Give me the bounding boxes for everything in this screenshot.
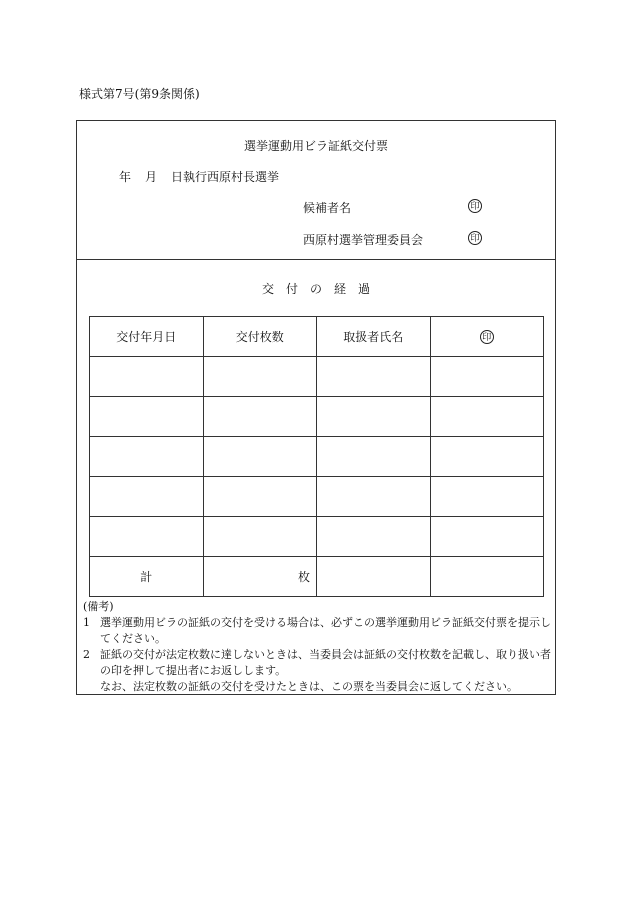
notes-closing: なお、法定枚数の証紙の交付を受けたときは、この票を当委員会に返してください。 <box>100 680 518 693</box>
note-item <box>83 615 553 647</box>
table-cell <box>317 517 431 557</box>
col-issue-date: 交付年月日 <box>90 317 204 357</box>
table-cell <box>430 477 544 517</box>
seal-icon: 印 <box>468 231 482 245</box>
total-sheets-unit: 枚 <box>203 557 317 597</box>
election-month: 月 <box>145 170 158 184</box>
col-seal <box>430 317 544 357</box>
table-cell <box>203 477 317 517</box>
ticket-title: 選挙運動用ビラ証紙交付票 <box>243 139 388 153</box>
table-cell <box>90 397 204 437</box>
table-cell <box>317 397 431 437</box>
table-cell <box>430 517 544 557</box>
table-cell <box>203 357 317 397</box>
note-number: 2 <box>83 648 90 661</box>
table-cell <box>317 477 431 517</box>
seal-icon: 印 <box>468 199 482 213</box>
table-cell <box>317 557 431 597</box>
table-cell <box>90 437 204 477</box>
note-text: 証紙の交付が法定枚数に達しないときは、当委員会は証紙の交付枚数を記載し、取り扱い者の印を押して提出者にお返しします。 <box>100 648 551 677</box>
election-line <box>119 168 279 185</box>
history-title: 交付の経過 <box>261 282 382 296</box>
ticket-frame <box>76 120 556 695</box>
table-cell <box>430 437 544 477</box>
table-cell <box>203 517 317 557</box>
col-sheet-count: 交付枚数 <box>203 317 317 357</box>
table-cell <box>90 477 204 517</box>
table-cell <box>203 397 317 437</box>
note-text: 選挙運動用ビラの証紙の交付を受ける場合は、必ずこの選挙運動用ビラ証紙交付票を提示してください。 <box>100 616 551 645</box>
table-cell <box>317 437 431 477</box>
table-cell <box>90 517 204 557</box>
table-row <box>90 357 544 397</box>
table-row <box>90 397 544 437</box>
note-item <box>83 647 553 679</box>
election-name: 日執行西原村長選挙 <box>171 170 280 184</box>
table-row <box>90 517 544 557</box>
table-cell <box>430 397 544 437</box>
table-cell <box>90 357 204 397</box>
candidate-label: 候補者名 <box>303 201 352 215</box>
form-number: 様式第7号(第9条関係) <box>79 87 200 101</box>
notes-heading: (備考) <box>83 600 114 613</box>
table-cell <box>430 557 544 597</box>
issuance-table <box>89 316 544 597</box>
election-year: 年 <box>119 170 132 184</box>
table-cell <box>317 357 431 397</box>
table-cell <box>430 357 544 397</box>
ticket-header <box>77 121 555 260</box>
seal-icon: 印 <box>480 330 494 344</box>
committee-label: 西原村選挙管理委員会 <box>303 233 424 247</box>
total-label: 計 <box>90 557 204 597</box>
col-handler-name: 取扱者氏名 <box>317 317 431 357</box>
note-number: 1 <box>83 616 90 629</box>
table-row <box>90 437 544 477</box>
total-row <box>90 557 544 597</box>
notes-section <box>83 599 553 695</box>
table-cell <box>203 437 317 477</box>
table-row <box>90 477 544 517</box>
table-header-row <box>90 317 544 357</box>
